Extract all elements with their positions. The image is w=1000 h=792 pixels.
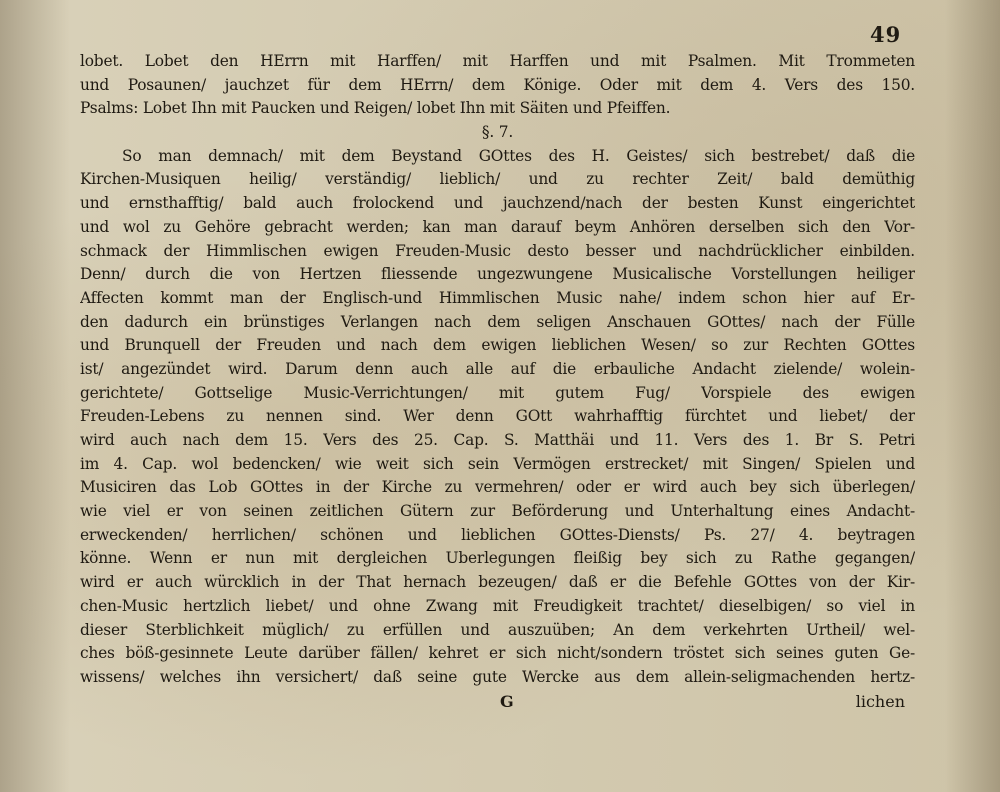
text-line: Kirchen-Musiquen heilig/ verständig/ lieblich/ und zu rechter Zeit/ bald demüthig (80, 170, 915, 189)
text-line: schmack der Himmlischen ewigen Freuden-Music desto besser und nachdrücklicher einbilden. (80, 241, 915, 260)
text-line: und Brunquell der Freuden und nach dem ewigen lieblichen Wesen/ so zur Rechten GOttes (80, 336, 915, 355)
text-line: chen-Music hertzlich liebet/ und ohne Zwang mit Freudigkeit trachtet/ dieselbigen/ so viel in (80, 596, 915, 615)
text-line: den dadurch ein brünstiges Verlangen nach dem seligen Anschauen GOttes/ nach der Fülle (80, 312, 915, 331)
text-line: erweckenden/ herrlichen/ schönen und lieblichen GOttes-Diensts/ Ps. 27/ 4. beytragen (80, 525, 915, 544)
text-line: wissens/ welches ihn versichert/ daß seine gute Wercke aus dem allein-seligmachenden hertz- (80, 667, 915, 686)
text-line: ist/ angezündet wird. Darum denn auch alle auf die erbauliche Andacht zielende/ wolein- (80, 359, 915, 378)
text-line: wird auch nach dem 15. Vers des 25. Cap. S. Matthäi und 11. Vers des 1. Br S. Petri (80, 431, 915, 449)
text-line: im 4. Cap. wol bedencken/ wie weit sich sein Vermögen erstrecket/ mit Singen/ Spielen und (80, 454, 915, 473)
text-line: könne. Wenn er nun mit dergleichen Uberlegungen fleißig bey sich zu Rathe gegangen/ (80, 549, 915, 568)
text-line: Musiciren das Lob GOttes in der Kirche zu vermehren/ oder er wird auch bey sich überlegen/ (80, 478, 915, 497)
text-line: gerichtete/ Gottselige Music-Verrichtungen/ mit gutem Fug/ Vorspiele des ewigen (80, 383, 915, 402)
text-line: Denn/ durch die von Hertzen fliessende ungezwungene Musicalische Vorstellungen heiliger (80, 265, 915, 284)
section-heading: §. 7. (481, 123, 514, 142)
text-line: ches böß-gesinnete Leute darüber fällen/ kehret er sich nicht/sondern tröstet sich seines guten Ge- (80, 644, 915, 663)
page-edge-shadow (945, 0, 1000, 792)
text-line: So man demnach/ mit dem Beystand GOttes des H. Geistes/ sich bestrebet/ daß die (122, 146, 915, 165)
text-line: Affecten kommt man der Englisch-und Himmlischen Music nahe/ indem schon hier auf Er- (80, 288, 915, 307)
body-text (80, 50, 915, 714)
page-number: 49 (870, 22, 902, 47)
binding-shadow (0, 0, 70, 792)
text-line: wird er auch würcklich in der That hernach bezeugen/ daß er die Befehle GOttes von der Kir- (80, 573, 915, 592)
catchword: lichen (855, 691, 905, 711)
text-line: und wol zu Gehöre gebracht werden; kan man darauf beym Anhören derselben sich den Vor- (80, 217, 915, 236)
text-line: Freuden-Lebens zu nennen sind. Wer denn GOtt wahrhafftig fürchtet und liebet/ der (80, 407, 915, 426)
text-line: und ernsthafftig/ bald auch frolockend und jauchzend/nach der besten Kunst eingerichtet (80, 194, 915, 213)
text-line: lobet. Lobet den HErrn mit Harffen/ mit Harffen und mit Psalmen. Mit Trommeten (80, 52, 915, 70)
page-footer (80, 690, 915, 714)
text-line: Psalms: Lobet Ihn mit Paucken und Reigen/ lobet Ihn mit Säiten und Pfeiffen. (80, 99, 671, 118)
text-line: und Posaunen/ jauchzet für dem HErrn/ dem Könige. Oder mit dem 4. Vers des 150. (80, 75, 915, 94)
signature-mark: G (500, 691, 514, 711)
text-line: dieser Sterblichkeit müglich/ zu erfüllen und auszuüben; An dem verkehrten Urtheil/ wel- (80, 620, 915, 639)
text-line: wie viel er von seinen zeitlichen Gütern zur Beförderung und Unterhaltung eines Andacht- (80, 502, 915, 521)
